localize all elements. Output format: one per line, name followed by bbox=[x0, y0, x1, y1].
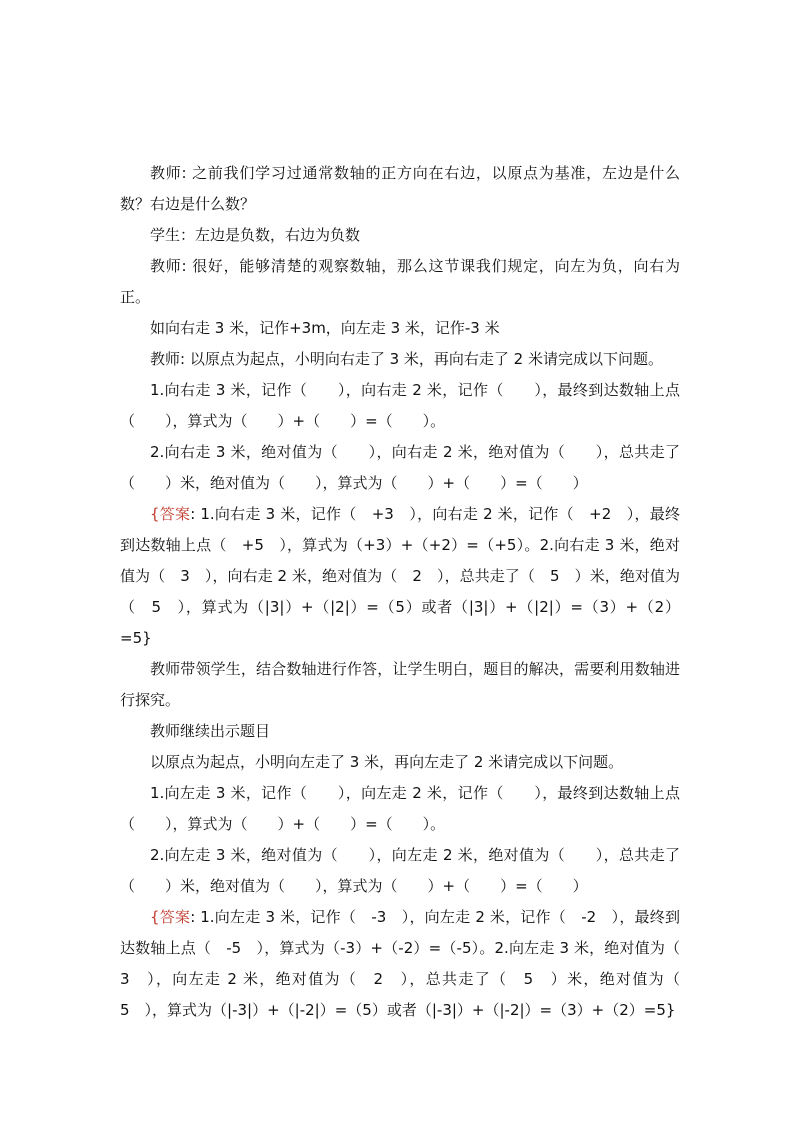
paragraph-text: 教师: 很好，能够清楚的观察数轴，那么这节课我们规定，向左为负，向右为正。 bbox=[120, 257, 680, 306]
paragraph-teacher-question bbox=[120, 158, 680, 220]
paragraph-text: 学生：左边是负数，右边为负数 bbox=[150, 226, 361, 244]
paragraph-problem-intro-left bbox=[120, 747, 680, 778]
paragraph-answer-left bbox=[120, 902, 696, 1026]
paragraph-question-1-right bbox=[120, 375, 680, 437]
paragraph-text: 教师: 之前我们学习过通常数轴的正方向在右边，以原点为基准，左边是什么数？右边是什么数？ bbox=[120, 164, 680, 213]
paragraph-text: 如向右走 3 米，记作+3m，向左走 3 米，记作-3 米 bbox=[150, 319, 500, 337]
answer-marker: {答案 bbox=[150, 908, 191, 926]
paragraph-text: 2.向右走 3 米，绝对值为（ ），向右走 2 米，绝对值为（ ），总共走了（ ）米，绝对值为（ ），算式为（ ）+（ ）=（ ） bbox=[120, 443, 680, 492]
paragraph-text: 教师继续出示题目 bbox=[150, 722, 271, 740]
paragraph-example bbox=[120, 313, 680, 344]
paragraph-problem-intro-right bbox=[120, 344, 680, 375]
paragraph-text: : 1.向左走 3 米，记作（ -3 ），向左走 2 米，记作（ -2 ），最终到达数轴上点（ -5 ），算式为（-3）+（-2）=（-5）。2.向左走 3 米，绝对值为（ 3 ），向左走 2 米，绝对值为（ 2 ），总共走了（ 5 ）米，绝对值为（ 5 ），算式为（|-3|）+（|-2|）=（5）或者（|-3|）+（|-2|）=（3）+（2）=5} bbox=[120, 908, 696, 1019]
paragraph-teacher-guide bbox=[120, 654, 680, 716]
paragraph-student-answer bbox=[120, 220, 680, 251]
document-body bbox=[120, 158, 696, 1026]
paragraph-answer-right bbox=[120, 499, 680, 654]
paragraph-text: : 1.向右走 3 米，记作（ +3 ），向右走 2 米，记作（ +2 ），最终到达数轴上点（ +5 ），算式为（+3）+（+2）=（+5）。2.向右走 3 米，绝对值为（ 3 ），向右走 2 米，绝对值为（ 2 ），总共走了（ 5 ）米，绝对值为（ 5 ），算式为（|3|）+（|2|）=（5）或者（|3|）+（|2|）=（3）+（2）=5} bbox=[120, 505, 680, 647]
paragraph-question-2-left bbox=[120, 840, 680, 902]
paragraph-question-1-left bbox=[120, 778, 680, 840]
paragraph-question-2-right bbox=[120, 437, 680, 499]
paragraph-text: 1.向右走 3 米，记作（ ），向右走 2 米，记作（ ），最终到达数轴上点（ ），算式为（ ）+（ ）=（ ）。 bbox=[120, 381, 680, 430]
paragraph-teacher-rule bbox=[120, 251, 680, 313]
paragraph-text: 1.向左走 3 米，记作（ ），向左走 2 米，记作（ ），最终到达数轴上点（ ），算式为（ ）+（ ）=（ ）。 bbox=[120, 784, 680, 833]
paragraph-text: 2.向左走 3 米，绝对值为（ ），向左走 2 米，绝对值为（ ），总共走了（ ）米，绝对值为（ ），算式为（ ）+（ ）=（ ） bbox=[120, 846, 680, 895]
paragraph-text: 教师带领学生，结合数轴进行作答，让学生明白，题目的解决，需要利用数轴进行探究。 bbox=[120, 660, 680, 709]
paragraph-text: 教师: 以原点为起点，小明向右走了 3 米，再向右走了 2 米请完成以下问题。 bbox=[150, 350, 663, 368]
paragraph-text: 以原点为起点，小明向左走了 3 米，再向左走了 2 米请完成以下问题。 bbox=[150, 753, 624, 771]
answer-marker: {答案 bbox=[150, 505, 191, 523]
paragraph-teacher-continue bbox=[120, 716, 680, 747]
